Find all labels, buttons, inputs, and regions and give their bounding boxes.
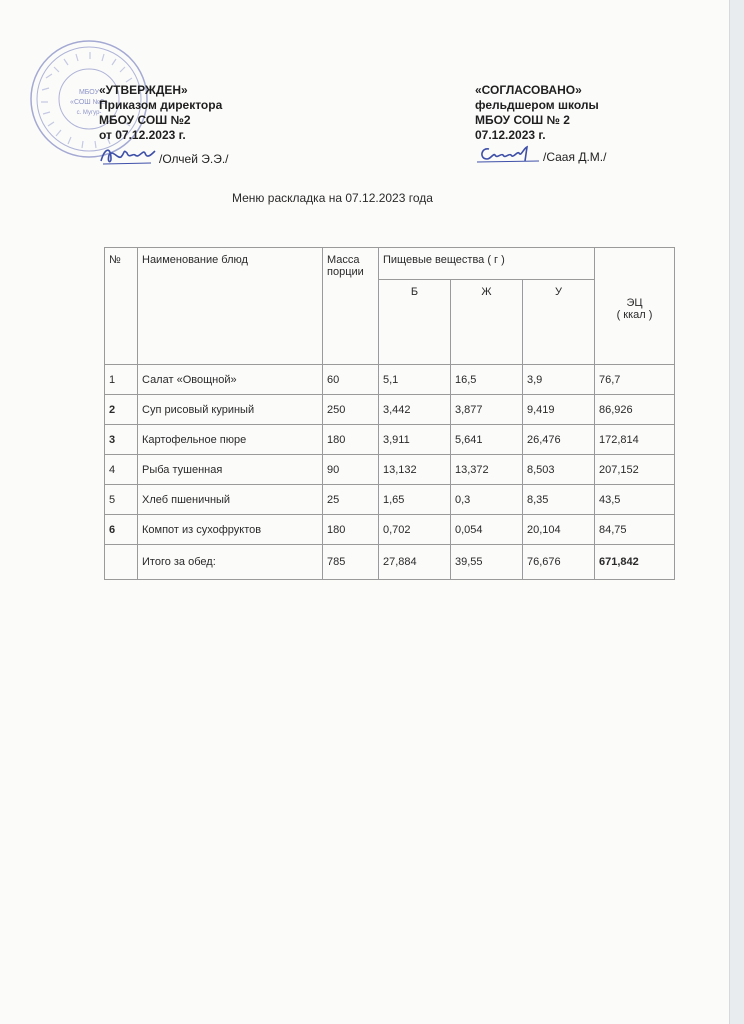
header-fat: Ж xyxy=(451,279,523,364)
row-mass: 180 xyxy=(323,425,379,455)
row-energy: 76,7 xyxy=(595,365,675,395)
table-row xyxy=(105,515,675,545)
row-number: 1 xyxy=(105,365,138,395)
svg-text:МБОУ: МБОУ xyxy=(78,89,100,96)
row-mass: 90 xyxy=(323,455,379,485)
row-fat: 16,5 xyxy=(451,365,523,395)
table-header-row xyxy=(105,248,675,280)
agreement-title: «СОГЛАСОВАНО» xyxy=(475,83,582,97)
total-label: Итого за обед: xyxy=(138,545,323,580)
row-fat: 5,641 xyxy=(451,425,523,455)
row-carbs: 3,9 xyxy=(523,365,595,395)
row-carbs: 9,419 xyxy=(523,395,595,425)
row-dish-name: Суп рисовый куриный xyxy=(138,395,323,425)
menu-table xyxy=(104,247,675,580)
header-energy xyxy=(595,248,675,365)
header-mass xyxy=(323,248,379,365)
header-energy-line-2: ( ккал ) xyxy=(616,309,653,321)
row-carbs: 26,476 xyxy=(523,425,595,455)
table-row xyxy=(105,425,675,455)
row-carbs: 20,104 xyxy=(523,515,595,545)
row-number: 5 xyxy=(105,485,138,515)
agreement-line-2: МБОУ СОШ № 2 xyxy=(475,113,570,127)
total-fat: 39,55 xyxy=(451,545,523,580)
row-number: 3 xyxy=(105,425,138,455)
row-energy: 84,75 xyxy=(595,515,675,545)
row-number: 2 xyxy=(105,395,138,425)
row-fat: 3,877 xyxy=(451,395,523,425)
row-fat: 0,054 xyxy=(451,515,523,545)
total-mass: 785 xyxy=(323,545,379,580)
row-carbs: 8,503 xyxy=(523,455,595,485)
director-name: /Олчей Э.Э./ xyxy=(159,152,229,166)
approval-title: «УТВЕРЖДЕН» xyxy=(99,83,188,97)
svg-text:«СОШ №2»: «СОШ №2» xyxy=(70,99,108,106)
table-row xyxy=(105,485,675,515)
header-carbs: У xyxy=(523,279,595,364)
total-number-empty xyxy=(105,545,138,580)
row-mass: 60 xyxy=(323,365,379,395)
approval-line-2: МБОУ СОШ №2 xyxy=(99,113,191,127)
approval-line-1: Приказом директора xyxy=(99,98,223,112)
approval-date: от 07.12.2023 г. xyxy=(99,128,186,142)
row-dish-name: Рыба тушенная xyxy=(138,455,323,485)
header-dish-name: Наименование блюд xyxy=(138,248,323,365)
total-energy: 671,842 xyxy=(595,545,675,580)
approval-signature-row xyxy=(99,143,229,167)
row-energy: 86,926 xyxy=(595,395,675,425)
row-dish-name: Компот из сухофруктов xyxy=(138,515,323,545)
director-signature-icon xyxy=(99,143,157,167)
table-total-row xyxy=(105,545,675,580)
row-energy: 172,814 xyxy=(595,425,675,455)
header-mass-line-1: Масса xyxy=(327,254,360,266)
row-protein: 3,911 xyxy=(379,425,451,455)
row-mass: 250 xyxy=(323,395,379,425)
row-carbs: 8,35 xyxy=(523,485,595,515)
header-mass-line-2: порции xyxy=(327,266,364,278)
row-energy: 207,152 xyxy=(595,455,675,485)
row-protein: 13,132 xyxy=(379,455,451,485)
row-mass: 180 xyxy=(323,515,379,545)
svg-text:с. Мугур-: с. Мугур- xyxy=(76,110,102,116)
agreement-block xyxy=(475,83,606,165)
medic-signature-icon xyxy=(475,143,541,165)
agreement-signature-row xyxy=(475,143,606,165)
row-number: 4 xyxy=(105,455,138,485)
total-carbs: 76,676 xyxy=(523,545,595,580)
header-number: № xyxy=(105,248,138,365)
row-dish-name: Салат «Овощной» xyxy=(138,365,323,395)
row-mass: 25 xyxy=(323,485,379,515)
row-protein: 3,442 xyxy=(379,395,451,425)
header-energy-line-1: ЭЦ xyxy=(626,297,643,309)
agreement-date: 07.12.2023 г. xyxy=(475,128,546,142)
table-row xyxy=(105,365,675,395)
row-dish-name: Хлеб пшеничный xyxy=(138,485,323,515)
total-protein: 27,884 xyxy=(379,545,451,580)
medic-name: /Саая Д.М./ xyxy=(543,150,607,164)
row-fat: 0,3 xyxy=(451,485,523,515)
table-row xyxy=(105,395,675,425)
row-protein: 0,702 xyxy=(379,515,451,545)
scan-margin-strip xyxy=(730,0,744,1024)
agreement-line-1: фельдшером школы xyxy=(475,98,599,112)
document-title: Меню раскладка на 07.12.2023 года xyxy=(232,191,433,205)
row-number: 6 xyxy=(105,515,138,545)
header-nutrients: Пищевые вещества ( г ) xyxy=(379,248,595,280)
row-dish-name: Картофельное пюре xyxy=(138,425,323,455)
approval-block xyxy=(99,83,229,167)
row-energy: 43,5 xyxy=(595,485,675,515)
header-protein: Б xyxy=(379,279,451,364)
row-fat: 13,372 xyxy=(451,455,523,485)
table-row xyxy=(105,455,675,485)
row-protein: 1,65 xyxy=(379,485,451,515)
row-protein: 5,1 xyxy=(379,365,451,395)
